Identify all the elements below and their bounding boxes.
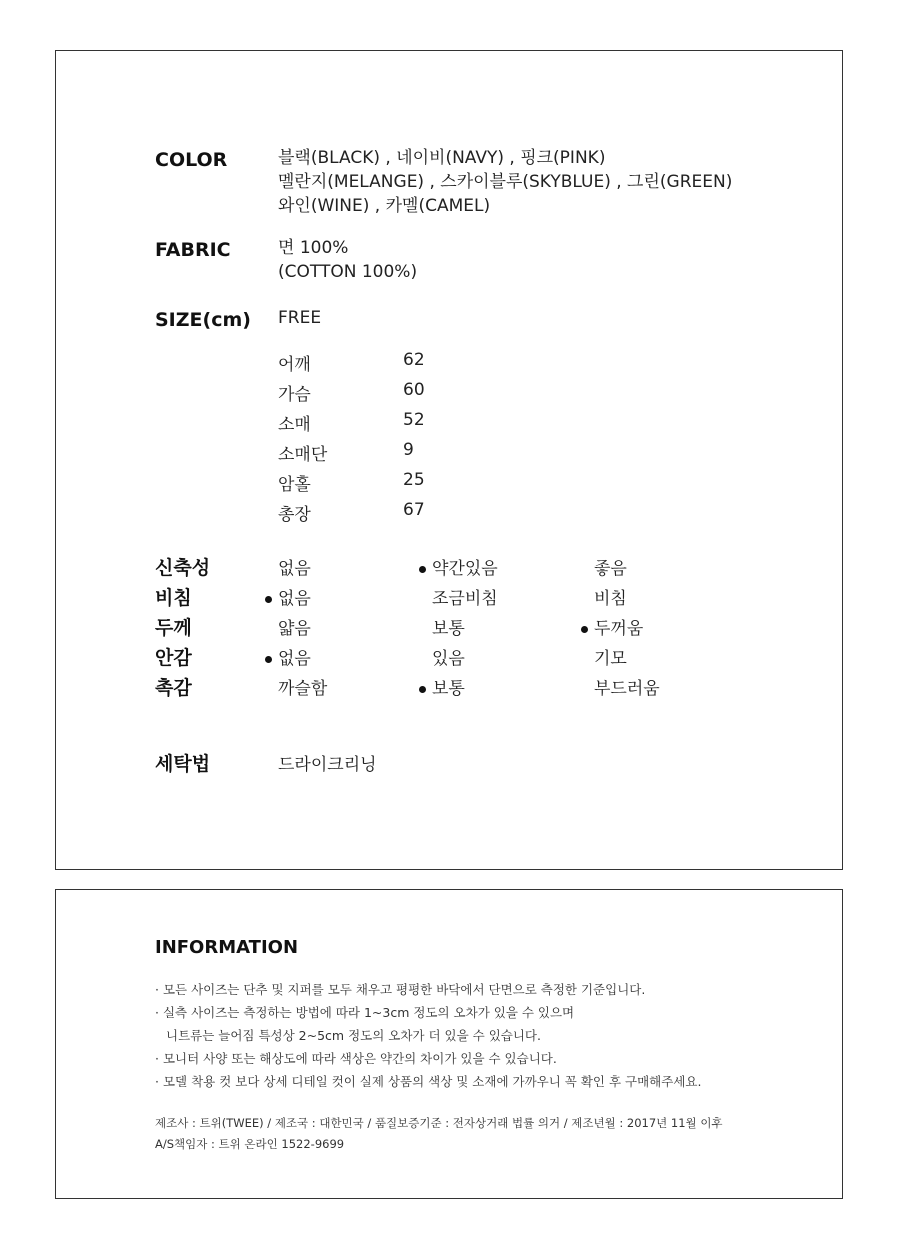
attr-option: 얇음 xyxy=(278,619,311,639)
attr-option: 조금비침 xyxy=(432,589,498,609)
attr-option: 까슬함 xyxy=(278,679,328,699)
attr-label-touch: 촉감 xyxy=(155,677,192,699)
size-row-name: 가슴 xyxy=(278,385,311,405)
color-label: COLOR xyxy=(155,149,228,171)
attr-option: 있음 xyxy=(432,649,465,669)
size-row-value: 52 xyxy=(403,410,425,430)
info-line: · 모니터 사양 또는 해상도에 따라 색상은 약간의 차이가 있을 수 있습니다. xyxy=(155,1051,557,1066)
selected-dot-icon xyxy=(419,686,426,693)
size-row-value: 9 xyxy=(403,440,414,460)
attr-label-elasticity: 신축성 xyxy=(155,557,211,579)
attr-option: 기모 xyxy=(594,649,627,669)
size-row-name: 어깨 xyxy=(278,355,311,375)
fabric-label: FABRIC xyxy=(155,239,231,261)
attr-option: 보통 xyxy=(432,619,465,639)
size-value: FREE xyxy=(278,308,322,328)
attr-label-lining: 안감 xyxy=(155,647,192,669)
attr-option: 부드러움 xyxy=(594,679,660,699)
attr-option-selected: 보통 xyxy=(432,674,465,699)
info-line: 니트류는 늘어짐 특성상 2~5cm 정도의 오차가 더 있을 수 있습니다. xyxy=(166,1028,541,1043)
attr-label-thickness: 두께 xyxy=(155,617,192,639)
size-row-name: 소매단 xyxy=(278,445,328,465)
color-line: 와인(WINE) , 카멜(CAMEL) xyxy=(278,196,491,216)
size-row-value: 60 xyxy=(403,380,425,400)
manufacturer-info: 제조사 : 트위(TWEE) / 제조국 : 대한민국 / 품질보증기준 : 전자상거래 법률 의거 / 제조년월 : 2017년 11월 이후 xyxy=(155,1116,723,1130)
size-label: SIZE(cm) xyxy=(155,309,251,331)
fabric-line: 면 100% xyxy=(278,238,349,258)
size-row-value: 62 xyxy=(403,350,425,370)
selected-dot-icon xyxy=(265,656,272,663)
selected-dot-icon xyxy=(581,626,588,633)
attr-option-selected: 두꺼움 xyxy=(594,614,643,639)
color-line: 블랙(BLACK) , 네이비(NAVY) , 핑크(PINK) xyxy=(278,148,606,168)
attr-label-transparency: 비침 xyxy=(155,587,192,609)
attr-option: 비침 xyxy=(594,589,627,609)
selected-dot-icon xyxy=(265,596,272,603)
size-row-name: 암홀 xyxy=(278,475,311,495)
attr-option-selected: 약간있음 xyxy=(432,554,498,579)
attr-option: 좋음 xyxy=(594,559,627,579)
fabric-line: (COTTON 100%) xyxy=(278,262,418,282)
color-line: 멜란지(MELANGE) , 스카이블루(SKYBLUE) , 그린(GREEN) xyxy=(278,172,733,192)
information-panel xyxy=(55,889,843,1199)
info-line: · 모든 사이즈는 단추 및 지퍼를 모두 채우고 평평한 바닥에서 단면으로 측정한 기준입니다. xyxy=(155,982,646,997)
info-line: · 모델 착용 컷 보다 상세 디테일 컷이 실제 상품의 색상 및 소재에 가까우니 꼭 확인 후 구매해주세요. xyxy=(155,1074,702,1089)
washing-label: 세탁법 xyxy=(155,753,211,775)
selected-dot-icon xyxy=(419,566,426,573)
attr-option-selected: 없음 xyxy=(278,644,311,669)
attr-option-selected: 없음 xyxy=(278,584,311,609)
as-contact-info: A/S책임자 : 트위 온라인 1522-9699 xyxy=(155,1137,345,1151)
size-row-value: 67 xyxy=(403,500,425,520)
washing-value: 드라이크리닝 xyxy=(278,755,377,775)
info-line: · 실측 사이즈는 측정하는 방법에 따라 1~3cm 정도의 오차가 있을 수 있으며 xyxy=(155,1005,575,1020)
size-row-value: 25 xyxy=(403,470,425,490)
size-row-name: 총장 xyxy=(278,505,311,525)
information-title: INFORMATION xyxy=(155,937,299,958)
size-row-name: 소매 xyxy=(278,415,311,435)
attr-option: 없음 xyxy=(278,559,311,579)
